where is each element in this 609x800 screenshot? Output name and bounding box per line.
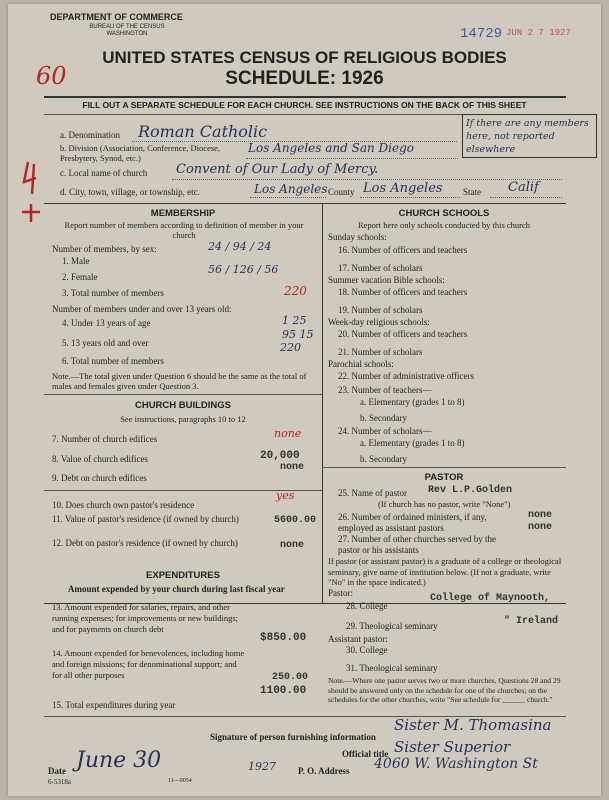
schools-intro: Report here only schools conducted by this church [357,220,531,230]
po-address-value: 4060 W. Washington St [374,756,538,772]
q26-label: 26. Number of ordained ministers, if any, employed as assistant pastors [338,512,487,533]
margin-number: 60 [36,62,67,90]
q23a-label: a. Elementary (grades 1 to 8) [360,397,465,407]
q16-label: 16. Number of officers and teachers [338,245,468,255]
q6-total-label: 6. Total number of members [62,356,164,366]
county-value: Los Angeles [363,181,443,196]
q28-label: 28. College [346,601,388,611]
q24-label: 24. Number of scholars— [338,426,432,436]
q18-label: 18. Number of officers and teachers [338,287,468,297]
margin-note: If there are any members here, not reported elsewhere [462,114,597,158]
signature-value: Sister M. Thomasina [394,716,552,734]
summer-schools-label: Summer vacation Bible schools: [328,275,445,285]
division-label: b. Division (Association, Conference, Diocese, Presbytery, Synod, etc.) [60,143,221,163]
receipt-stamp-date: JUN 2 7 1927 [506,28,571,38]
q24a-label: a. Elementary (grades 1 to 8) [360,438,465,448]
department-name: DEPARTMENT OF COMMERCE [50,12,183,22]
q17-label: 17. Number of scholars [338,263,423,273]
q4-under-13-label: 4. Under 13 years of age [62,318,151,328]
q25-pastor-name: Rev L.P.Golden [428,485,513,496]
q12-residence-debt-label: 12. Debt on pastor's residence (if owned by church) [52,538,238,548]
q27-label: 27. Number of other churches served by the pastor or his assistants [338,534,496,555]
margin-check-marks [14,154,54,244]
q7-edifices-label: 7. Number of church edifices [52,434,158,444]
bureau-city: WASHINGTON [106,31,148,37]
schedule-title: SCHEDULE: 1926 [225,68,384,89]
city-label: d. City, town, village, or township, etc. [60,187,200,197]
q6-total-value: 220 [280,341,301,354]
q21-label: 21. Number of scholars [338,347,423,357]
q3-total-label: 3. Total number of members [62,288,164,298]
membership-heading: MEMBERSHIP [150,208,216,219]
q15-total-label: 15. Total expenditures during year [52,700,176,710]
q27-value: none [528,522,553,533]
q25-note: (If church has no pastor, write "None") [378,499,511,509]
q11-residence-value-label: 11. Value of pastor's residence (if owned by church) [52,514,239,524]
form-title: UNITED STATES CENSUS OF RELIGIOUS BODIES [102,48,507,67]
official-title-value: Sister Superior [394,738,511,756]
assistant-pastor-subhead: Assistant pastor: [328,634,388,644]
date-value: June 30 [76,748,162,773]
q10-residence-value: yes [276,489,295,502]
q25-label: 25. Name of pastor [338,488,407,498]
members-by-sex-label: Number of members, by sex: [52,244,157,254]
q5-over-13-label: 5. 13 years old and over [62,338,149,348]
q29-label: 29. Theological seminary [346,621,438,631]
denomination-label: a. Denomination [60,130,120,140]
state-value: Calif [508,180,539,195]
q31-label: 31. Theological seminary [346,663,438,673]
q13-running-value: $850.00 [260,632,307,644]
denomination-value: Roman Catholic [138,122,268,141]
q4-under-13-value: 1 25 [282,314,307,327]
membership-note: Note.—The total given under Question 6 should be the same as the total of males and females given under Question 3. [52,371,307,391]
expenditures-heading: EXPENDITURES [146,570,220,581]
church-name-value: Convent of Our Lady of Mercy. [176,162,379,177]
q26-value: none [528,510,553,521]
q8-value-amount: 20,000 [260,450,300,462]
city-value: Los Angeles [254,182,328,196]
graduate-note: If pastor (or assistant pastor) is a graduate of a college or theological seminary, give name of institution below. (If not a graduate, write "No" in the space indicated.) [328,556,562,587]
date-year: 1927 [248,760,276,773]
q13-running-label: 13. Amount expended for salaries, repairs, and other running expenses; for improvements or new buildings; and for payments on church debt [52,602,239,634]
q14-benevolence-value-b: 1100.00 [260,685,307,697]
weekday-schools-label: Week-day religious schools: [328,317,430,327]
schools-heading: CHURCH SCHOOLS [398,208,490,219]
q9-debt-label: 9. Debt on church edifices [52,473,147,483]
official-title-label: Official title [342,749,389,759]
date-label: Date [48,766,66,776]
sunday-schools-label: Sunday schools: [328,232,387,242]
pastor-subhead: Pastor: [328,588,354,598]
q3-total-value: 220 [284,284,307,298]
q1-male-values: 24 / 94 / 24 [208,240,272,253]
q5-over-13-value: 95 15 [282,328,314,341]
q19-label: 19. Number of scholars [338,305,423,315]
q14-benevolence-label: 14. Amount expended for benevolences, including home and foreign missions; for denominational support; and for all other purposes [52,648,245,680]
q12-residence-debt-value: none [280,540,305,551]
state-label: State [463,187,481,197]
q10-residence-label: 10. Does church own pastor's residence [52,500,195,510]
buildings-heading: CHURCH BUILDINGS [134,400,232,411]
census-schedule-page [8,4,601,796]
signature-label: Signature of person furnishing information [210,732,376,742]
county-label: County [328,187,355,197]
q23-label: 23. Number of teachers— [338,385,432,395]
form-instruction: FILL OUT A SEPARATE SCHEDULE FOR EACH CHURCH. SEE INSTRUCTIONS ON THE BACK OF THIS SHEET [82,100,527,110]
q14-benevolence-value-a: 250.00 [272,672,309,683]
po-address-label: P. O. Address [298,766,350,776]
q1-male-label: 1. Male [62,256,90,266]
q7-edifices-value: none [274,427,302,440]
pastor-note: Note.—Where one pastor serves two or more churches, Questions 28 and 29 should be answered only on the schedule for one of the churches; on the schedules for the other churches, write "See schedule for ______ church." [328,676,561,704]
buildings-intro: See instructions, paragraphs 10 to 12 [120,414,246,424]
division-value: Los Angeles and San Diego [248,141,415,155]
bureau-name: BUREAU OF THE CENSUS [89,24,165,30]
pastor-heading: PASTOR [424,472,464,483]
church-name-label: c. Local name of church [60,168,148,178]
q24b-label: b. Secondary [360,454,407,464]
form-number: 6-5318a [48,778,71,786]
q22-label: 22. Number of administrative officers [338,371,475,381]
membership-intro: Report number of members according to definition of member in your church [64,220,304,240]
expenditures-intro: Amount expended by your church during last fiscal year [68,584,285,594]
print-number: 11—9054 [168,778,192,784]
q30-label: 30. College [346,645,388,655]
q9-debt-value: none [280,462,305,473]
q2-female-label: 2. Female [62,272,98,282]
q20-label: 20. Number of officers and teachers [338,329,468,339]
q2-female-values: 56 / 126 / 56 [208,263,279,276]
q29-value: " Ireland [504,616,559,627]
parochial-schools-label: Parochial schools: [328,359,394,369]
q23b-label: b. Secondary [360,413,407,423]
q8-value-label: 8. Value of church edifices [52,454,149,464]
q11-residence-value-amount: 5600.00 [274,515,317,526]
q28-value: College of Maynooth, [430,593,551,604]
receipt-stamp-number: 14729 [460,26,503,42]
members-by-age-label: Number of members under and over 13 years old: [52,304,232,314]
